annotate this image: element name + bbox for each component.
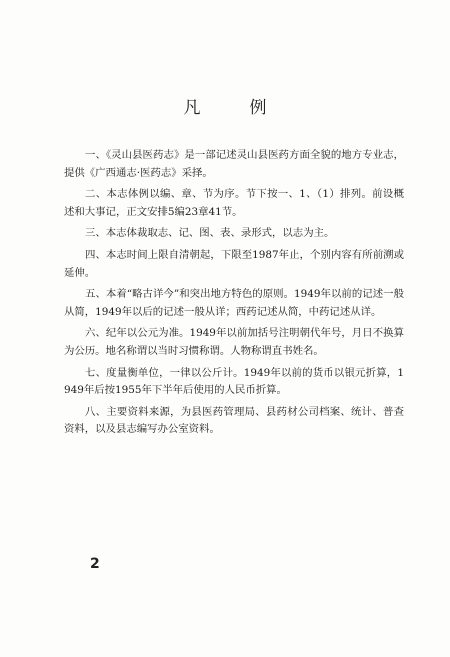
paragraph-8: 八、主要资料来源，为县医药管理局、县药材公司档案、统计、普查资料，以及县志编写办公室资料。 [64, 405, 404, 436]
paragraph-5: 五、本着“略古详今”和突出地方特色的原则。1949年以前的记述一般从简，1949年以后的记述一般从详；西药记述从简，中药记述从详。 [64, 288, 404, 318]
page-number: 2 [90, 556, 100, 572]
body-text [64, 147, 404, 443]
paragraph-4: 四、本志时间上限自清朝起，下限至1987年止，个别内容有所前溯或延伸。 [64, 248, 404, 279]
paragraph-7: 七、度量衡单位，一律以公斤计。1949年以前的货币以银元折算，1949年后按1955年下半年后使用的人民币折算。 [64, 366, 404, 397]
paragraph-6: 六、纪年以公元为准。1949年以前加括号注明朝代年号，月日不换算为公历。地名称谓以当时习惯称谓。人物称谓直书姓名。 [64, 327, 404, 357]
page-title: 凡 例 [183, 98, 283, 118]
paragraph-3: 三、本志体裁取志、记、图、表、录形式，以志为主。 [85, 227, 335, 240]
paragraph-1: 一、《灵山县医药志》是一部记述灵山县医药方面全貌的地方专业志，提供《广西通志·医药志》采择。 [64, 149, 404, 179]
paragraph-2: 二、本志体例以编、章、节为序。节下按一、1、（1）排列。前设概述和大事记，正文安排5编23章41节。 [64, 188, 404, 218]
